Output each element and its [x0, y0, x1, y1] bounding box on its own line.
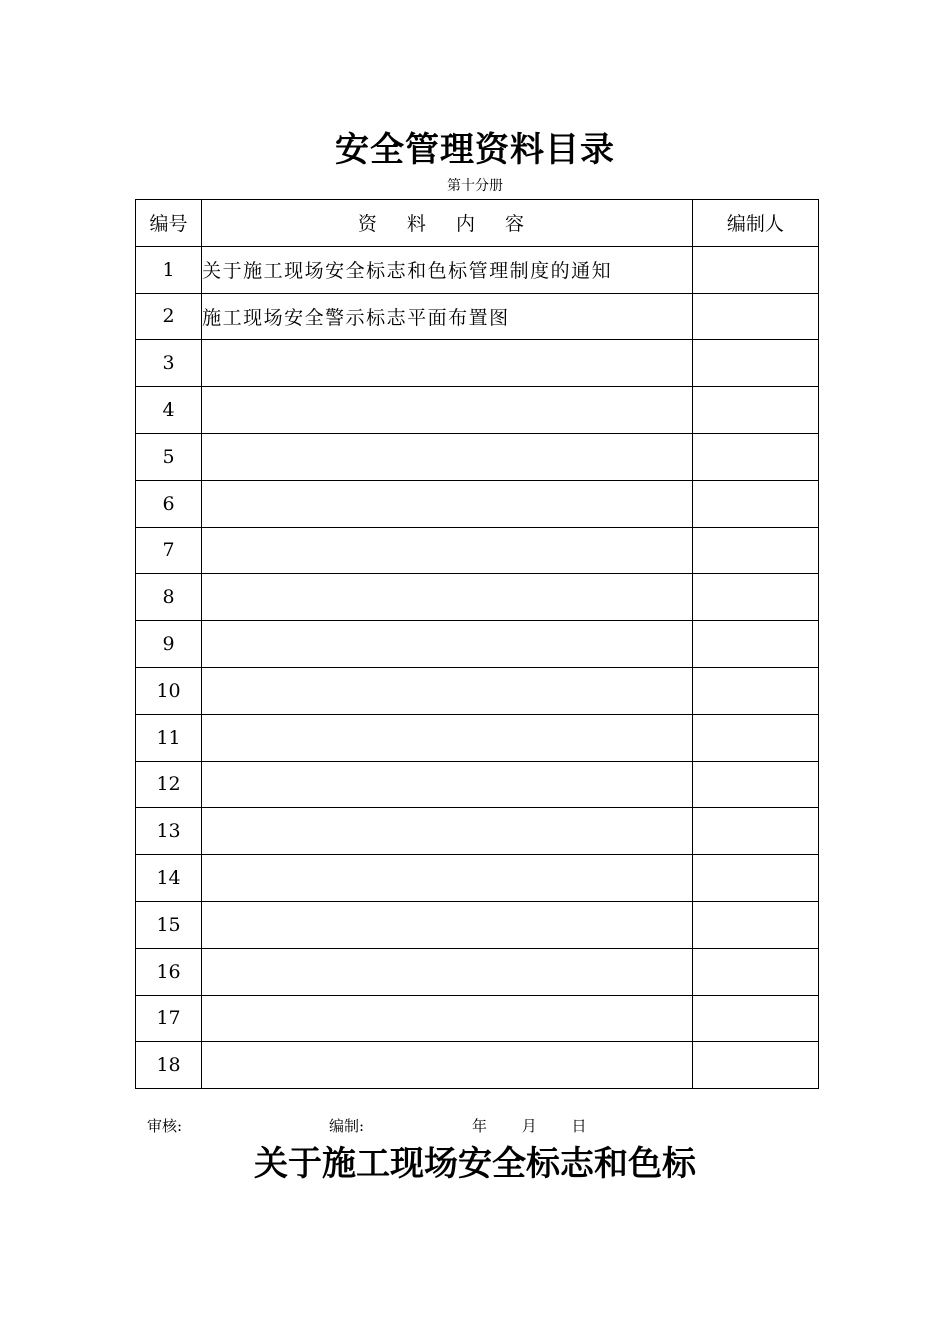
row-author [692, 480, 818, 527]
row-author [692, 293, 818, 340]
row-content: 关于施工现场安全标志和色标管理制度的通知 [202, 246, 693, 293]
row-content [202, 808, 693, 855]
row-content [202, 995, 693, 1042]
row-number: 5 [136, 433, 202, 480]
row-number: 12 [136, 761, 202, 808]
row-content [202, 667, 693, 714]
table-row [136, 995, 819, 1042]
table-row [136, 1042, 819, 1089]
row-author [692, 621, 818, 668]
row-number: 4 [136, 387, 202, 434]
row-author [692, 387, 818, 434]
row-author [692, 1042, 818, 1089]
date-label: 年 月 日 [472, 1117, 587, 1135]
header-number: 编号 [136, 200, 202, 247]
row-number: 7 [136, 527, 202, 574]
row-content [202, 948, 693, 995]
row-content [202, 621, 693, 668]
row-content [202, 480, 693, 527]
row-number: 2 [136, 293, 202, 340]
row-number: 13 [136, 808, 202, 855]
contents-table [135, 199, 819, 1089]
next-section-title: 关于施工现场安全标志和色标 [254, 1144, 696, 1184]
row-author [692, 948, 818, 995]
table-row [136, 433, 819, 480]
row-content [202, 387, 693, 434]
row-number: 3 [136, 340, 202, 387]
row-number: 16 [136, 948, 202, 995]
table-row [136, 527, 819, 574]
header-author: 编制人 [692, 200, 818, 247]
table-row [136, 293, 819, 340]
table-row [136, 387, 819, 434]
row-content [202, 574, 693, 621]
row-content: 施工现场安全警示标志平面布置图 [202, 293, 693, 340]
row-number: 18 [136, 1042, 202, 1089]
row-content [202, 1042, 693, 1089]
row-author [692, 433, 818, 480]
row-number: 14 [136, 855, 202, 902]
table-row [136, 667, 819, 714]
row-author [692, 246, 818, 293]
row-author [692, 901, 818, 948]
volume-subtitle: 第十分册 [447, 178, 503, 194]
row-content [202, 714, 693, 761]
table-row [136, 340, 819, 387]
row-author [692, 761, 818, 808]
row-content [202, 527, 693, 574]
row-author [692, 574, 818, 621]
table-body [136, 246, 819, 1088]
table-row [136, 855, 819, 902]
row-content [202, 433, 693, 480]
row-author [692, 855, 818, 902]
row-number: 8 [136, 574, 202, 621]
row-number: 9 [136, 621, 202, 668]
table-header-row [136, 200, 819, 247]
row-author [692, 714, 818, 761]
row-author [692, 667, 818, 714]
row-author [692, 808, 818, 855]
row-number: 17 [136, 995, 202, 1042]
table-row [136, 761, 819, 808]
document-title: 安全管理资料目录 [335, 130, 615, 170]
row-content [202, 901, 693, 948]
row-number: 15 [136, 901, 202, 948]
table-row [136, 901, 819, 948]
review-label: 审核: [147, 1117, 183, 1135]
table-row [136, 621, 819, 668]
row-author [692, 995, 818, 1042]
table-row [136, 480, 819, 527]
row-number: 1 [136, 246, 202, 293]
table-row [136, 808, 819, 855]
row-author [692, 340, 818, 387]
row-content [202, 761, 693, 808]
table-row [136, 714, 819, 761]
editor-label: 编制: [329, 1117, 365, 1135]
row-author [692, 527, 818, 574]
table-row [136, 574, 819, 621]
row-number: 10 [136, 667, 202, 714]
table-row [136, 948, 819, 995]
row-number: 6 [136, 480, 202, 527]
row-content [202, 855, 693, 902]
row-content [202, 340, 693, 387]
table-row [136, 246, 819, 293]
row-number: 11 [136, 714, 202, 761]
header-content: 资 料 内 容 [202, 200, 693, 247]
